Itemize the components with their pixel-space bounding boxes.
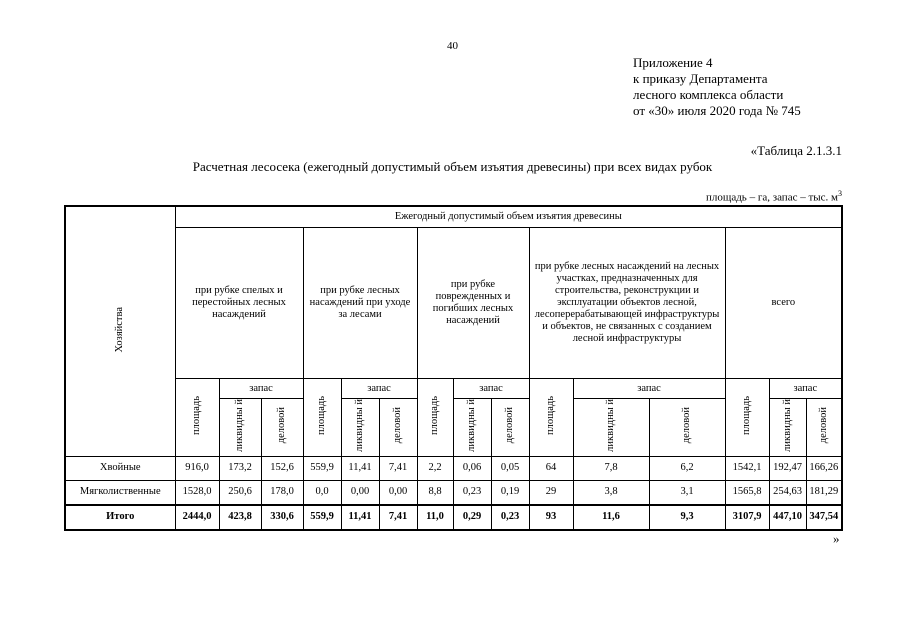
liquid-header bbox=[573, 399, 649, 457]
liquid-header bbox=[341, 399, 379, 457]
table-cell: 7,8 bbox=[573, 456, 649, 480]
appendix-line-1: Приложение 4 bbox=[633, 55, 713, 70]
appendix-line-4: от «30» июля 2020 года № 745 bbox=[633, 103, 801, 118]
commercial-header-label: деловой bbox=[276, 407, 287, 444]
table-cell: 6,2 bbox=[649, 456, 725, 480]
table-cell: 7,41 bbox=[379, 505, 417, 530]
table-cell: 64 bbox=[529, 456, 573, 480]
area-header-label: площадь bbox=[191, 395, 202, 435]
liquid-header-label: ликвидны й bbox=[234, 399, 245, 452]
table-cell: 11,41 bbox=[341, 456, 379, 480]
units-note bbox=[706, 189, 842, 204]
table-cell: 0,00 bbox=[341, 480, 379, 505]
table-cell: 166,26 bbox=[806, 456, 842, 480]
commercial-header bbox=[261, 399, 303, 457]
liquid-header-label: ликвидны й bbox=[354, 399, 365, 452]
table-cell: 192,47 bbox=[769, 456, 806, 480]
stock-header: запас bbox=[769, 379, 842, 399]
units-superscript: 3 bbox=[838, 189, 842, 198]
table-cell: 2,2 bbox=[417, 456, 453, 480]
appendix-line-2: к приказу Департамента bbox=[633, 71, 768, 86]
top-header: Ежегодный допустимый объем изъятия древесины bbox=[175, 206, 842, 228]
table-cell: 93 bbox=[529, 505, 573, 530]
table-cell: 178,0 bbox=[261, 480, 303, 505]
table-cell: 3,8 bbox=[573, 480, 649, 505]
area-header bbox=[725, 379, 769, 457]
table-cell: 11,0 bbox=[417, 505, 453, 530]
row-header-label: Хозяйства bbox=[114, 306, 126, 353]
table-cell: 916,0 bbox=[175, 456, 219, 480]
table-cell: 3,1 bbox=[649, 480, 725, 505]
area-header-label: площадь bbox=[741, 395, 752, 435]
liquid-header bbox=[219, 399, 261, 457]
table-cell: 0,05 bbox=[491, 456, 529, 480]
closing-quote: » bbox=[833, 531, 840, 546]
table-cell: 0,29 bbox=[453, 505, 491, 530]
table-cell: 0,23 bbox=[453, 480, 491, 505]
table-cell: 1542,1 bbox=[725, 456, 769, 480]
table-row bbox=[65, 480, 842, 505]
stock-header: запас bbox=[453, 379, 529, 399]
table-cell: 0,23 bbox=[491, 505, 529, 530]
row-header-cell bbox=[65, 206, 175, 456]
data-table bbox=[64, 205, 843, 531]
table-cell: 11,41 bbox=[341, 505, 379, 530]
group-header-1: при рубке спелых и перестойных лесных насаждений bbox=[175, 228, 303, 379]
liquid-header bbox=[453, 399, 491, 457]
appendix-block bbox=[633, 55, 801, 119]
group-header-4: при рубке лесных насаждений на лесных участках, предназначенных для строительства, реконструкции и эксплуатации объектов лесной, лесоперерабатывающей инфраструктуры и объектов, не связанных с созданием лесной инфраструктуры bbox=[529, 228, 725, 379]
liquid-header-label: ликвидны й bbox=[466, 399, 477, 452]
row-name: Итого bbox=[65, 505, 175, 530]
table-cell: 8,8 bbox=[417, 480, 453, 505]
area-header-label: площадь bbox=[316, 395, 327, 435]
row-name: Хвойные bbox=[65, 456, 175, 480]
stock-header: запас bbox=[573, 379, 725, 399]
group-header-3: при рубке поврежденных и погибших лесных насаждений bbox=[417, 228, 529, 379]
table-row bbox=[65, 456, 842, 480]
table-cell: 559,9 bbox=[303, 456, 341, 480]
commercial-header bbox=[806, 399, 842, 457]
table-cell: 250,6 bbox=[219, 480, 261, 505]
liquid-header bbox=[769, 399, 806, 457]
row-name: Мягколиственные bbox=[65, 480, 175, 505]
table-cell: 173,2 bbox=[219, 456, 261, 480]
table-cell: 347,54 bbox=[806, 505, 842, 530]
area-header bbox=[303, 379, 341, 457]
units-text: площадь – га, запас – тыс. м bbox=[705, 191, 838, 204]
table-cell: 3107,9 bbox=[725, 505, 769, 530]
table-cell: 330,6 bbox=[261, 505, 303, 530]
table-cell: 9,3 bbox=[649, 505, 725, 530]
table-row bbox=[65, 505, 842, 530]
table-cell: 29 bbox=[529, 480, 573, 505]
table-cell: 0,00 bbox=[379, 480, 417, 505]
table-cell: 0,0 bbox=[303, 480, 341, 505]
liquid-header-label: ликвидны й bbox=[605, 399, 616, 452]
commercial-header-label: деловой bbox=[504, 407, 515, 444]
commercial-header bbox=[649, 399, 725, 457]
table-cell: 11,6 bbox=[573, 505, 649, 530]
stock-header: запас bbox=[341, 379, 417, 399]
commercial-header-label: деловой bbox=[817, 407, 829, 444]
table-cell: 447,10 bbox=[769, 505, 806, 530]
area-header-label: площадь bbox=[429, 395, 440, 435]
table-title: Расчетная лесосека (ежегодный допустимый объем изъятия древесины) при всех видах рубок bbox=[192, 159, 713, 174]
table-cell: 1528,0 bbox=[175, 480, 219, 505]
area-header bbox=[529, 379, 573, 457]
appendix-line-3: лесного комплекса области bbox=[633, 87, 784, 102]
area-header-label: площадь bbox=[545, 395, 556, 435]
table-cell: 152,6 bbox=[261, 456, 303, 480]
commercial-header-label: деловой bbox=[681, 407, 692, 444]
table-cell: 0,19 bbox=[491, 480, 529, 505]
liquid-header-label: ликвидны й bbox=[781, 399, 793, 452]
table-cell: 181,29 bbox=[806, 480, 842, 505]
commercial-header bbox=[379, 399, 417, 457]
page-number: 40 bbox=[447, 40, 458, 52]
table-cell: 7,41 bbox=[379, 456, 417, 480]
table-cell: 559,9 bbox=[303, 505, 341, 530]
table-cell: 0,06 bbox=[453, 456, 491, 480]
table-number: «Таблица 2.1.3.1 bbox=[750, 143, 842, 158]
table-cell: 254,63 bbox=[769, 480, 806, 505]
group-header-5: всего bbox=[725, 228, 842, 379]
table-cell: 1565,8 bbox=[725, 480, 769, 505]
commercial-header bbox=[491, 399, 529, 457]
area-header bbox=[417, 379, 453, 457]
commercial-header-label: деловой bbox=[392, 407, 403, 444]
table-cell: 423,8 bbox=[219, 505, 261, 530]
area-header bbox=[175, 379, 219, 457]
group-header-2: при рубке лесных насаждений при уходе за лесами bbox=[303, 228, 417, 379]
stock-header: запас bbox=[219, 379, 303, 399]
table-cell: 2444,0 bbox=[175, 505, 219, 530]
